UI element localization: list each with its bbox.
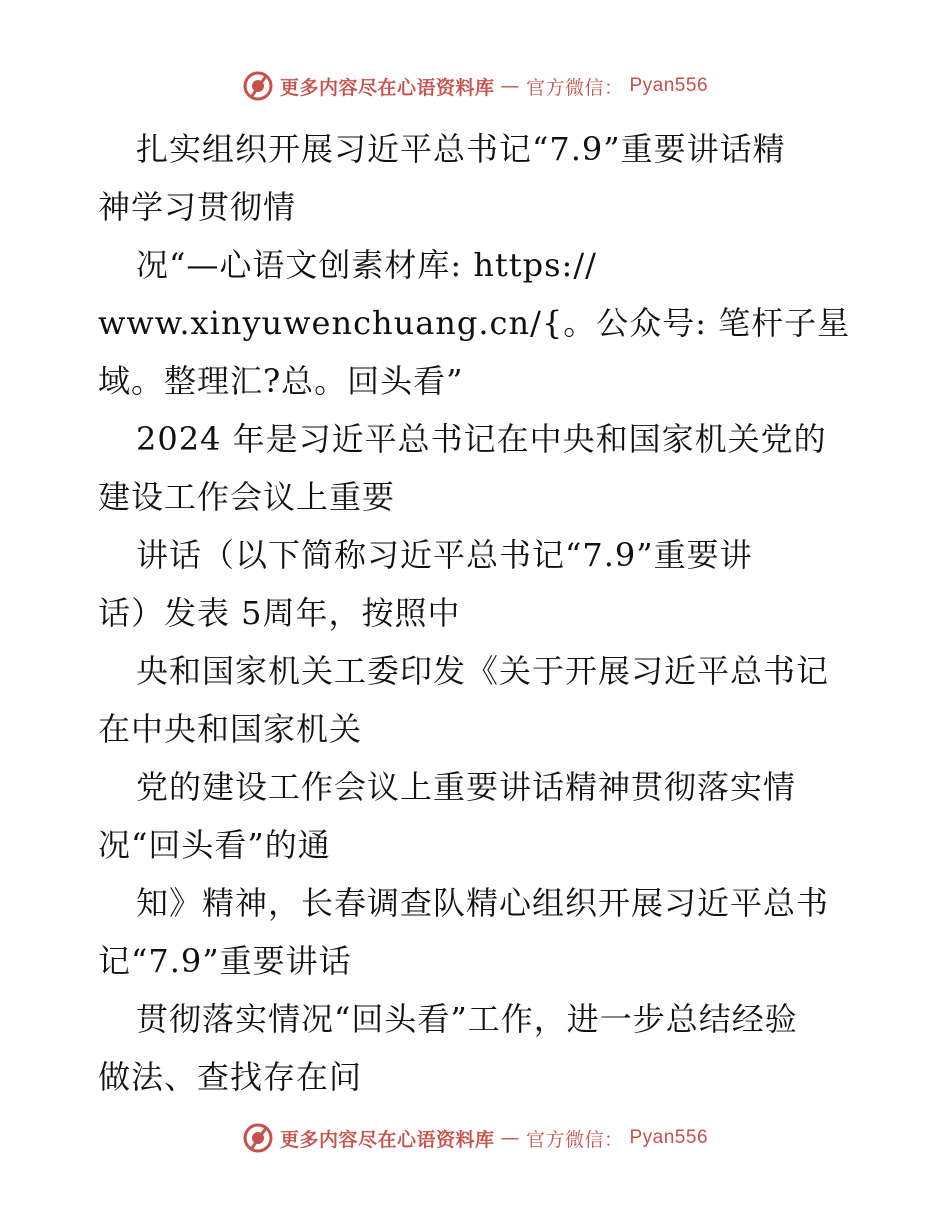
text-line: 做法、查找存在问 (98, 1058, 363, 1096)
banner-wechat-label: 官方微信： (525, 76, 624, 99)
text-line: 记“7.9”重要讲话 (98, 942, 352, 980)
text-line: 党的建设工作会议上重要讲话精神贯彻落实情 (136, 768, 797, 806)
text-line: 知》精神，长春调查队精心组织开展习近平总书 (136, 884, 830, 922)
text-line: 贯彻落实情况“回头看”工作，进一步总结经验 (136, 1000, 798, 1038)
text-line: 况“—心语文创素材库: https:// (136, 246, 597, 284)
text-line: 话）发表 5周年，按照中 (98, 594, 461, 632)
header-banner (0, 70, 950, 102)
banner-title: 更多内容尽在心语资料库 (279, 1128, 495, 1151)
text-line: 神学习贯彻情 (98, 188, 297, 226)
document-body (98, 120, 858, 1106)
text-line: 2024 年是习近平总书记在中央和国家机关党的 (136, 420, 827, 458)
text-line: 央和国家机关工委印发《关于开展习近平总书记 (136, 652, 830, 690)
banner-separator: — (500, 75, 520, 97)
text-line: 况“回头看”的通 (98, 826, 331, 864)
text-line: 建设工作会议上重要 (98, 478, 396, 516)
banner-title: 更多内容尽在心语资料库 (279, 76, 495, 99)
text-line: 域。整理汇?总。回头看” (98, 362, 464, 400)
text-line: 在中央和国家机关 (98, 710, 363, 748)
text-line: 讲话（以下简称习近平总书记“7.9”重要讲 (136, 536, 753, 574)
text-line: www.xinyuwenchuang.cn/{。公众号: 笔杆子星 (98, 304, 851, 342)
banner-wechat-id: Pyan556 (629, 1127, 709, 1148)
pen-logo-icon (242, 1122, 274, 1154)
banner-wechat-label: 官方微信： (525, 1128, 624, 1151)
pen-logo-icon (242, 70, 274, 102)
banner-separator: — (500, 1127, 520, 1149)
text-line: 扎实组织开展习近平总书记“7.9”重要讲话精 (136, 130, 786, 168)
banner-wechat-id: Pyan556 (629, 75, 709, 96)
footer-banner (0, 1122, 950, 1154)
